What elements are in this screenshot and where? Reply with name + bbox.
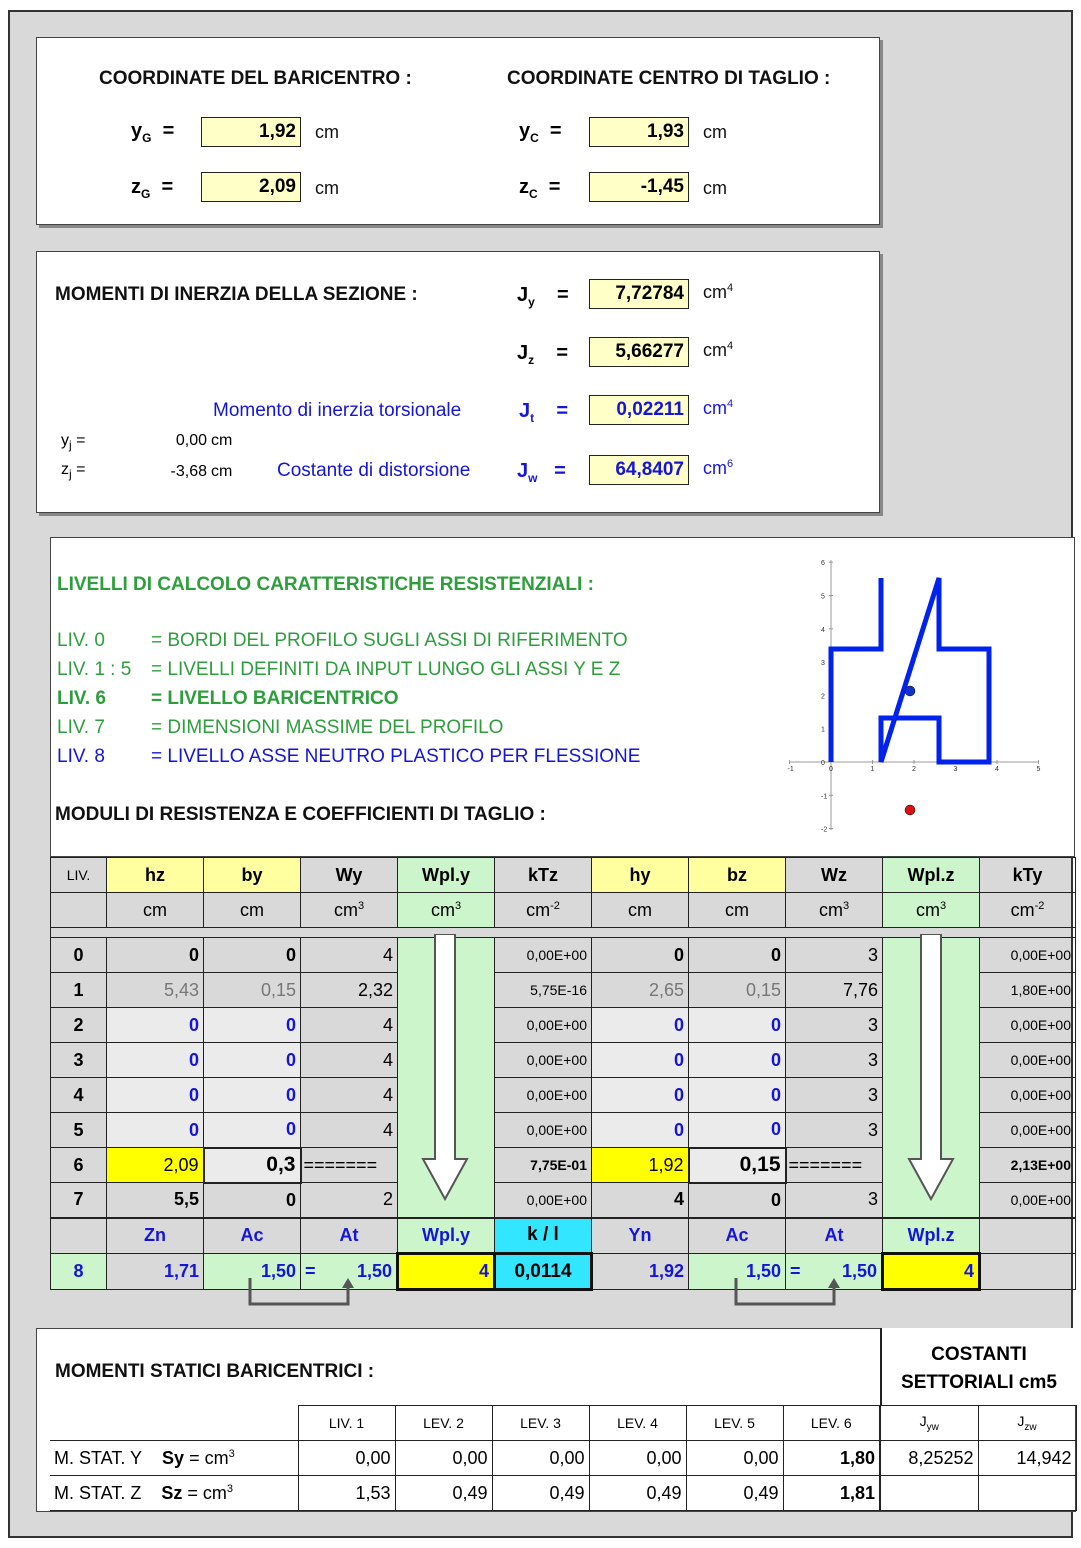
stat-z-1: 1,53 bbox=[298, 1476, 395, 1511]
yc-label: $y_C$ = bbox=[519, 120, 562, 145]
hdr2-hz: cm bbox=[107, 893, 204, 928]
cell-kty: 0,00E+00 bbox=[980, 1183, 1076, 1218]
liv6-label: LIV. 6 bbox=[57, 688, 106, 709]
cell-bz[interactable]: 0 bbox=[689, 1008, 786, 1043]
r8-wply: 4 bbox=[398, 1254, 495, 1290]
row-liv: 6 bbox=[51, 1148, 107, 1183]
cell-kty: 0,00E+00 bbox=[980, 1113, 1076, 1148]
hdr2-wply: $cm^3$ bbox=[398, 893, 495, 928]
r8-at-value: 1,50 bbox=[356, 1261, 392, 1281]
section-plot bbox=[783, 554, 1043, 836]
plot-y-tick: 4 bbox=[821, 626, 825, 634]
cell-by[interactable]: 0,3 bbox=[204, 1148, 301, 1183]
row-liv: 1 bbox=[51, 973, 107, 1008]
zg-value[interactable]: 2,09 bbox=[201, 172, 301, 202]
cell-hy[interactable]: 0 bbox=[592, 1113, 689, 1148]
stat-z-2: 0,49 bbox=[395, 1476, 492, 1511]
statici-table bbox=[50, 1405, 1077, 1511]
r8-eq2: = bbox=[790, 1261, 801, 1281]
h8-kl: k / l bbox=[495, 1218, 592, 1254]
yc-unit: cm bbox=[703, 122, 727, 142]
zj-unit: cm bbox=[211, 463, 233, 480]
liv8-label: LIV. 8 bbox=[57, 746, 105, 767]
r8-wplz: 4 bbox=[883, 1254, 980, 1290]
plot-y-tick: 2 bbox=[821, 693, 825, 701]
plot-x-tick: 1 bbox=[870, 766, 875, 773]
hdr2-wplz: $cm^3$ bbox=[883, 893, 980, 928]
liv7-label: LIV. 7 bbox=[57, 717, 105, 738]
row-liv: 0 bbox=[51, 938, 107, 973]
hdr-bz: bz bbox=[689, 858, 786, 893]
h8-wply: Wpl.y bbox=[398, 1218, 495, 1254]
stat-y-label: M. STAT. Y $Sy = cm^3$ bbox=[50, 1441, 298, 1476]
r8-eq: = bbox=[305, 1261, 316, 1281]
hdr2-bz: cm bbox=[689, 893, 786, 928]
cell-ktz: 5,75E-16 bbox=[495, 973, 592, 1008]
zj-value: -3,68 bbox=[170, 463, 207, 480]
jzw-label: $J_{zw}$ bbox=[978, 1406, 1076, 1441]
jz-label: $J_z$ = bbox=[517, 342, 569, 367]
r8-zn: 1,71 bbox=[107, 1254, 204, 1290]
plot-y-tick: -2 bbox=[821, 826, 828, 834]
cell-hy[interactable]: 0 bbox=[592, 1078, 689, 1113]
row-liv: 3 bbox=[51, 1043, 107, 1078]
cell-wz: 3 bbox=[786, 1043, 883, 1078]
settoriali-title-1: COSTANTI bbox=[931, 1344, 1027, 1365]
liv0-label: LIV. 0 bbox=[57, 630, 105, 651]
jw-description: Costante di distorsione bbox=[277, 460, 471, 481]
statici-title: MOMENTI STATICI BARICENTRICI : bbox=[55, 1361, 375, 1382]
statici-row-z bbox=[50, 1476, 1076, 1511]
cell-kty: 0,00E+00 bbox=[980, 1043, 1076, 1078]
cell-hy[interactable]: 0 bbox=[592, 1043, 689, 1078]
cell-wy: 4 bbox=[301, 938, 398, 973]
r8-ac2: 1,50 bbox=[689, 1254, 786, 1290]
hdr-wz: Wz bbox=[786, 858, 883, 893]
jt-unit: $cm^4$ bbox=[703, 398, 734, 418]
cell-by[interactable]: 0 bbox=[204, 1043, 301, 1078]
cell-wz: 3 bbox=[786, 1078, 883, 1113]
jy-unit: $cm^4$ bbox=[703, 282, 734, 302]
r8-at2-value: 1,50 bbox=[841, 1261, 877, 1281]
cell-bz[interactable]: 0 bbox=[689, 1113, 786, 1148]
statici-hdr-empty bbox=[50, 1406, 298, 1441]
cell-ktz: 0,00E+00 bbox=[495, 1043, 592, 1078]
statici-hdr-2: LEV. 2 bbox=[395, 1406, 492, 1441]
yc-value[interactable]: 1,93 bbox=[589, 117, 689, 147]
jt-value[interactable]: 0,02211 bbox=[589, 395, 689, 425]
shear-center-dot bbox=[905, 805, 915, 815]
liv8-row bbox=[51, 1254, 1076, 1290]
jt-description: Momento di inerzia torsionale bbox=[213, 400, 462, 421]
cell-bz[interactable]: 0 bbox=[689, 1078, 786, 1113]
cell-wy: 2,32 bbox=[301, 973, 398, 1008]
cell-by[interactable]: 0 bbox=[204, 1078, 301, 1113]
cell-wy: 2 bbox=[301, 1183, 398, 1218]
h8-zn: Zn bbox=[107, 1218, 204, 1254]
wply-down-arrow-icon bbox=[397, 934, 492, 1206]
stat-y-4: 0,00 bbox=[589, 1441, 686, 1476]
header-row-1 bbox=[51, 858, 1076, 893]
hdr-wplz: Wpl.z bbox=[883, 858, 980, 893]
cell-hz[interactable]: 2,09 bbox=[107, 1148, 204, 1183]
cell-wz: 3 bbox=[786, 938, 883, 973]
hdr2-kty: $cm^{-2}$ bbox=[980, 893, 1076, 928]
plot-x-tick: -1 bbox=[787, 766, 794, 773]
liv7-text: = DIMENSIONI MASSIME DEL PROFILO bbox=[151, 717, 504, 738]
row-liv: 2 bbox=[51, 1008, 107, 1043]
hdr2-liv bbox=[51, 893, 107, 928]
cell-kty: 0,00E+00 bbox=[980, 1008, 1076, 1043]
cell-hz[interactable]: 0 bbox=[107, 1078, 204, 1113]
hdr-ktz: kTz bbox=[495, 858, 592, 893]
hdr-kty: kTy bbox=[980, 858, 1076, 893]
jt-label: $J_t$ = bbox=[519, 400, 569, 425]
cell-wz: 3 bbox=[786, 1008, 883, 1043]
liv0-text: = BORDI DEL PROFILO SUGLI ASSI DI RIFERIMENTO bbox=[151, 630, 628, 651]
stat-z-5: 0,49 bbox=[686, 1476, 783, 1511]
cell-hz[interactable]: 0 bbox=[107, 1113, 204, 1148]
cell-wy: 4 bbox=[301, 1078, 398, 1113]
row-liv: 4 bbox=[51, 1078, 107, 1113]
liv1-label: LIV. 1 : 5 bbox=[57, 659, 132, 680]
r8-liv: 8 bbox=[51, 1254, 107, 1290]
wplz-down-arrow-icon bbox=[883, 934, 978, 1206]
zg-label: $z_G$ = bbox=[131, 176, 174, 201]
section-profile-outline bbox=[831, 578, 989, 762]
h8-at: At bbox=[301, 1218, 398, 1254]
plot-y-tick: 5 bbox=[821, 593, 825, 601]
zc-label: $z_C$ = bbox=[519, 176, 561, 201]
livelli-title: LIVELLI DI CALCOLO CARATTERISTICHE RESISTENZIALI : bbox=[57, 574, 594, 595]
liv8-text: = LIVELLO ASSE NEUTRO PLASTICO PER FLESSIONE bbox=[151, 746, 641, 767]
cell-hz[interactable]: 5,43 bbox=[107, 973, 204, 1008]
hdr-hy: hy bbox=[592, 858, 689, 893]
cell-wy: 4 bbox=[301, 1113, 398, 1148]
h8-empty2 bbox=[980, 1218, 1076, 1254]
cell-ktz: 0,00E+00 bbox=[495, 1078, 592, 1113]
plot-x-tick: 4 bbox=[995, 766, 999, 773]
cell-hy[interactable]: 2,65 bbox=[592, 973, 689, 1008]
settoriali-title-box bbox=[880, 1328, 1076, 1405]
inerzia-title: MOMENTI DI INERZIA DELLA SEZIONE : bbox=[55, 284, 418, 305]
liv8-header-row bbox=[51, 1218, 1076, 1254]
cell-wz: 7,76 bbox=[786, 973, 883, 1008]
hdr2-wy: $cm^3$ bbox=[301, 893, 398, 928]
plot-x-tick: 0 bbox=[829, 766, 833, 773]
stat-z-6: 1,81 bbox=[783, 1476, 880, 1511]
statici-hdr-1: LIV. 1 bbox=[298, 1406, 395, 1441]
row-liv: 7 bbox=[51, 1183, 107, 1218]
jy-label: $J_y$ = bbox=[517, 284, 569, 309]
coordinate-panel bbox=[36, 37, 880, 225]
cell-wz: 3 bbox=[786, 1113, 883, 1148]
cell-hz[interactable]: 0 bbox=[107, 938, 204, 973]
stat-z-label: M. STAT. Z $Sz = cm^3$ bbox=[50, 1476, 298, 1511]
r8-kl: 0,0114 bbox=[495, 1254, 592, 1290]
moduli-title: MODULI DI RESISTENZA E COEFFICIENTI DI TAGLIO : bbox=[55, 804, 546, 825]
jz-value[interactable]: 5,66277 bbox=[589, 337, 689, 367]
cell-hz[interactable]: 5,5 bbox=[107, 1183, 204, 1218]
jw-unit: $cm^6$ bbox=[703, 458, 734, 478]
plot-y-tick: 3 bbox=[821, 660, 825, 668]
h8-empty bbox=[51, 1218, 107, 1254]
hdr-wy: Wy bbox=[301, 858, 398, 893]
jy-value[interactable]: 7,72784 bbox=[589, 279, 689, 309]
stat-z-4: 0,49 bbox=[589, 1476, 686, 1511]
statici-hdr-4: LEV. 4 bbox=[589, 1406, 686, 1441]
cell-by[interactable]: 0 bbox=[204, 1008, 301, 1043]
statici-row-y bbox=[50, 1441, 1076, 1476]
h8-ac: Ac bbox=[204, 1218, 301, 1254]
row-liv: 5 bbox=[51, 1113, 107, 1148]
yg-value[interactable]: 1,92 bbox=[201, 117, 301, 147]
cell-bz[interactable]: 0,15 bbox=[689, 973, 786, 1008]
cell-wz: 3 bbox=[786, 1183, 883, 1218]
cell-wy: ======= bbox=[301, 1148, 398, 1183]
cell-by[interactable]: 0 bbox=[204, 1113, 301, 1148]
cell-kty: 2,13E+00 bbox=[980, 1148, 1076, 1183]
cell-bz[interactable]: 0,15 bbox=[689, 1148, 786, 1183]
header-row-2 bbox=[51, 893, 1076, 928]
ac-at-link-arrow-right-icon bbox=[730, 1278, 850, 1312]
hdr2-ktz: $cm^{-2}$ bbox=[495, 893, 592, 928]
plot-y-tick: 0 bbox=[821, 760, 825, 767]
baricentro-title: COORDINATE DEL BARICENTRO : bbox=[99, 68, 412, 89]
hdr2-hy: cm bbox=[592, 893, 689, 928]
liv1-text: = LIVELLI DEFINITI DA INPUT LUNGO GLI ASSI Y E Z bbox=[151, 659, 621, 680]
cell-wz: ======= bbox=[786, 1148, 883, 1183]
cell-kty: 1,80E+00 bbox=[980, 973, 1076, 1008]
hdr-liv: LIV. bbox=[51, 858, 107, 893]
stat-y-6: 1,80 bbox=[783, 1441, 880, 1476]
plot-x-tick: 5 bbox=[1036, 766, 1041, 773]
cell-by[interactable]: 0 bbox=[204, 1183, 301, 1218]
h8-at2: At bbox=[786, 1218, 883, 1254]
jz-unit: $cm^4$ bbox=[703, 340, 734, 360]
cell-hy[interactable]: 0 bbox=[592, 1008, 689, 1043]
zc-value[interactable]: -1,45 bbox=[589, 172, 689, 202]
cell-hz[interactable]: 0 bbox=[107, 1008, 204, 1043]
plot-y-tick: 6 bbox=[821, 560, 825, 568]
hdr2-by: cm bbox=[204, 893, 301, 928]
jzw-empty bbox=[978, 1476, 1076, 1511]
yg-label: $y_G$ = bbox=[131, 120, 175, 145]
ac-at-link-arrow-left-icon bbox=[244, 1278, 364, 1312]
jzw-value: 14,942 bbox=[978, 1441, 1076, 1476]
yj-value: 0,00 bbox=[175, 432, 207, 449]
cell-ktz: 0,00E+00 bbox=[495, 1113, 592, 1148]
statici-header-row bbox=[50, 1406, 1076, 1441]
cell-ktz: 7,75E-01 bbox=[495, 1148, 592, 1183]
livelli-panel bbox=[50, 537, 1075, 857]
hdr-by: by bbox=[204, 858, 301, 893]
yj-unit: cm bbox=[211, 432, 233, 449]
jyw-value: 8,25252 bbox=[880, 1441, 978, 1476]
h8-yn: Yn bbox=[592, 1218, 689, 1254]
statici-hdr-6: LEV. 6 bbox=[783, 1406, 880, 1441]
cell-by[interactable]: 0,15 bbox=[204, 973, 301, 1008]
jw-label: $J_w$ = bbox=[517, 460, 566, 485]
r8-empty bbox=[980, 1254, 1076, 1290]
taglio-title: COORDINATE CENTRO DI TAGLIO : bbox=[507, 68, 831, 89]
statici-hdr-5: LEV. 5 bbox=[686, 1406, 783, 1441]
hdr-hz: hz bbox=[107, 858, 204, 893]
settoriali-title-2: SETTORIALI cm5 bbox=[901, 1372, 1057, 1393]
stat-y-1: 0,00 bbox=[298, 1441, 395, 1476]
hdr-wply: Wpl.y bbox=[398, 858, 495, 893]
yg-unit: cm bbox=[315, 122, 339, 142]
plot-x-tick: 3 bbox=[953, 766, 958, 773]
jyw-label: $J_{yw}$ bbox=[880, 1406, 978, 1441]
h8-wplz: Wpl.z bbox=[883, 1218, 980, 1254]
cell-bz[interactable]: 0 bbox=[689, 1183, 786, 1218]
r8-ac: 1,50 bbox=[204, 1254, 301, 1290]
zg-unit: cm bbox=[315, 178, 339, 198]
cell-bz[interactable]: 0 bbox=[689, 1043, 786, 1078]
cell-wy: 4 bbox=[301, 1043, 398, 1078]
cell-ktz: 0,00E+00 bbox=[495, 1183, 592, 1218]
cell-ktz: 0,00E+00 bbox=[495, 1008, 592, 1043]
cell-kty: 0,00E+00 bbox=[980, 938, 1076, 973]
plot-y-tick: 1 bbox=[821, 726, 825, 734]
r8-yn: 1,92 bbox=[592, 1254, 689, 1290]
stat-y-2: 0,00 bbox=[395, 1441, 492, 1476]
cell-hy[interactable]: 4 bbox=[592, 1183, 689, 1218]
stat-y-3: 0,00 bbox=[492, 1441, 589, 1476]
cell-ktz: 0,00E+00 bbox=[495, 938, 592, 973]
yj-label: $y_j$ = bbox=[61, 432, 86, 453]
cell-kty: 0,00E+00 bbox=[980, 1078, 1076, 1113]
barycenter-dot bbox=[905, 686, 915, 696]
cell-hy[interactable]: 1,92 bbox=[592, 1148, 689, 1183]
cell-hz[interactable]: 0 bbox=[107, 1043, 204, 1078]
hdr2-wz: $cm^3$ bbox=[786, 893, 883, 928]
plot-y-tick: -1 bbox=[821, 793, 828, 801]
stat-y-5: 0,00 bbox=[686, 1441, 783, 1476]
zc-unit: cm bbox=[703, 178, 727, 198]
liv6-text: = LIVELLO BARICENTRICO bbox=[151, 688, 399, 709]
cell-hy[interactable]: 0 bbox=[592, 938, 689, 973]
cell-bz[interactable]: 0 bbox=[689, 938, 786, 973]
stat-z-3: 0,49 bbox=[492, 1476, 589, 1511]
statici-hdr-3: LEV. 3 bbox=[492, 1406, 589, 1441]
cell-wy: 4 bbox=[301, 1008, 398, 1043]
h8-ac2: Ac bbox=[689, 1218, 786, 1254]
jw-value[interactable]: 64,8407 bbox=[589, 455, 689, 485]
cell-by[interactable]: 0 bbox=[204, 938, 301, 973]
inerzia-panel bbox=[36, 251, 880, 513]
jyw-empty bbox=[880, 1476, 978, 1511]
plot-x-tick: 2 bbox=[912, 766, 916, 773]
zj-label: $z_j$ = bbox=[61, 461, 86, 482]
